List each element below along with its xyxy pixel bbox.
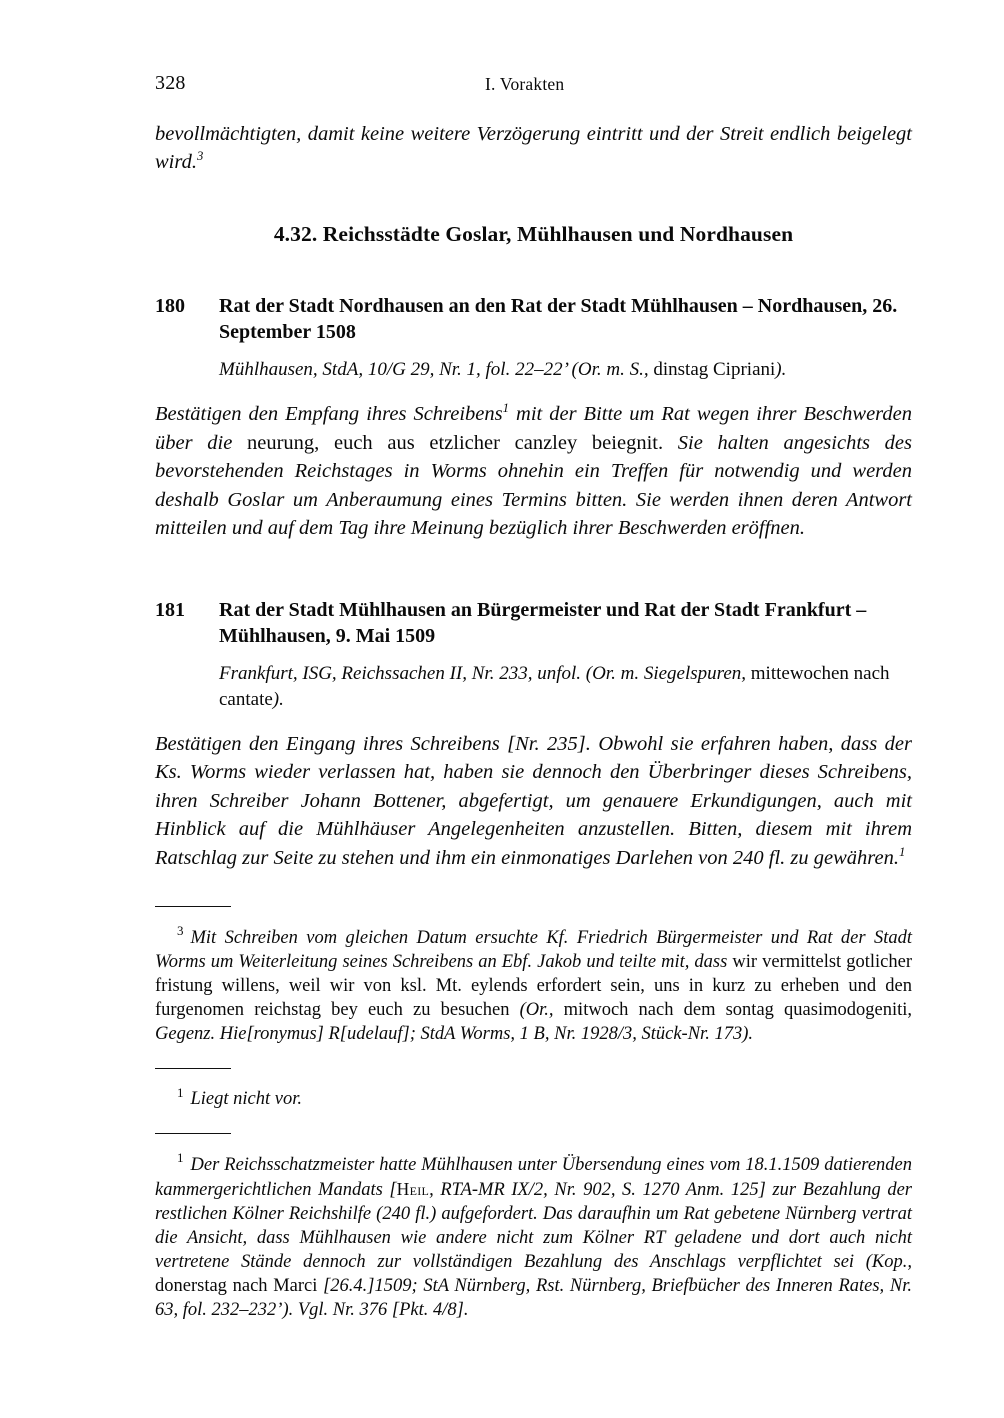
footnote-1-first — [155, 1068, 912, 1112]
entry-180-source-archive: Mühlhausen, StdA, 10/G 29, Nr. 1, fol. 22–22’ (Or. m. S., — [219, 359, 649, 380]
footnote-3 — [155, 906, 912, 1046]
footnote-1-second-marker: 1 — [177, 1150, 184, 1166]
footnote-1-second-quote: donerstag nach Marci — [155, 1275, 324, 1296]
footnote-area — [155, 906, 912, 1322]
entry-181-source-archive: Frankfurt, ISG, Reichssachen II, Nr. 233, unfol. (Or. m. Siegelspuren, — [219, 662, 747, 684]
footnote-rule — [155, 1068, 231, 1069]
continued-paragraph — [155, 120, 912, 176]
section-heading: 4.32. Reichsstädte Goslar, Mühlhausen und Nordhausen — [273, 222, 794, 246]
entry-180-title: Rat der Stadt Nordhausen an den Rat der Stadt Mühlhausen – Nordhausen, 26. September 1508 — [219, 295, 898, 343]
entry-180-source-close: ). — [775, 359, 787, 380]
footnote-1-first-text — [155, 1084, 912, 1111]
footnote-1-second-seg-2: , RTA-MR IX/2, Nr. 902, S. 1270 Anm. 125] zur Bezahlung der restlichen Kölner Reichshilfe (240 fl.) aufgefordert. Das daraufhin um Rat gebetene Nürnberg vertrat die Ansicht, dass Mühlhausen wie andere nicht zum Kölner RT geladene und dort auch nicht vertretene Stände dennoch zur vollständigen Bezahlung des Anschlags verpflichtet sei (Kop., — [155, 1179, 912, 1272]
footnote-1-second — [155, 1133, 912, 1322]
footnote-3-quote-2: mitwoch nach dem sontag quasimodogeniti, — [563, 999, 912, 1020]
footnote-3-marker: 3 — [177, 923, 184, 939]
document-page — [155, 0, 912, 1340]
entry-180-body-seg-3: Sie halten angesichts des bevorstehenden Reichstages in Worms ohnehin ein Treffen für notwendig und werden deshalb Goslar um Anberaumung eines Termins bitten. Sie werden ihnen deren Antwort mitteilen und auf dem Tag ihre Meinung bezüglich ihrer Beschwerden eröffnen. — [155, 431, 913, 539]
footnote-1-first-marker: 1 — [177, 1084, 184, 1100]
entry-180-body-footnote-ref: 1 — [502, 401, 509, 416]
footnote-3-seg-2: (Or., — [519, 999, 564, 1020]
entry-181-source-close: ). — [272, 688, 284, 710]
continued-paragraph-text: bevollmächtigten, damit keine weitere Verzögerung eintritt und der Streit endlich beigelegt wird. — [155, 123, 912, 173]
entry-180 — [155, 293, 912, 543]
footnote-1-second-seg-1: Der Reichsschatzmeister hatte Mühlhausen unter Übersendung eines vom 18.1.1509 datierenden kammergerichtlichen Mandats [ — [155, 1154, 912, 1200]
footnote-1-second-author: Heil — [396, 1178, 430, 1199]
footnote-1-second-seg-3: [26.4.]1509; StA Nürnberg, Rst. Nürnberg, Briefbücher des Inneren Rates, Nr. 63, fol. 232–232’). Vgl. Nr. 376 [Pkt. 4/8]. — [155, 1275, 912, 1320]
running-head — [155, 72, 912, 102]
entry-180-body-quote: neurung, euch aus etzlicher canzley beiegnit. — [247, 431, 664, 454]
entry-180-body-seg-2: mit der Bitte um Rat wegen ihrer Beschwerden über die — [155, 403, 912, 454]
footnote-3-seg-3: Gegenz. Hie[ronymus] R[udelauf]; StdA Worms, 1 B, Nr. 1928/3, Stück-Nr. 173). — [155, 1023, 753, 1044]
page-number: 328 — [155, 72, 186, 94]
entry-180-number: 180 — [155, 295, 185, 317]
entry-180-body — [155, 400, 912, 543]
entry-181-body-footnote-ref: 1 — [898, 844, 906, 859]
footnote-1-second-text — [155, 1150, 912, 1322]
running-title: I. Vorakten — [485, 74, 565, 94]
footnote-1-first-seg-1: Liegt nicht vor. — [190, 1089, 303, 1109]
entry-181-body-seg-1: Bestätigen den Eingang ihres Schreibens [Nr. 235]. Obwohl sie erfahren haben, dass der Ks. Worms wieder verlassen hat, haben sie dennoch den Überbringer dieses Schreibens, ihren Schreiber Johann Bottener, abgefertigt, um genauere Erkundigungen, auch mit Hinblick auf die Mühlhäuser Angelegenheiten anzustellen. Bitten, diesem mit ihrem Ratschlag zur Seite zu stehen und ihm ein einmonatiges Darlehen von 240 fl. zu gewähren. — [155, 732, 912, 869]
footnote-3-quote-1: wir vermittelst gotlicher fristung willens, weil wir von ksl. Mt. eylends erfordert sein, uns in kurz zu erheben und den furgenomen reichstag bey euch zu besuchen — [155, 951, 912, 1020]
entry-181-heading — [155, 597, 912, 649]
entry-181-source — [155, 661, 912, 713]
entry-180-source — [155, 357, 912, 383]
entry-180-heading — [155, 293, 912, 345]
footnote-3-text — [155, 923, 912, 1046]
entry-180-source-date: dinstag Cipriani — [648, 359, 776, 380]
entry-181-number: 181 — [155, 598, 185, 621]
footnote-rule — [155, 1133, 231, 1134]
entry-181-source-date: mittewochen nach cantate — [219, 662, 890, 710]
entry-181 — [155, 597, 912, 873]
footnote-reference: 3 — [196, 149, 204, 164]
entry-180-body-seg-1: Bestätigen den Empfang ihres Schreibens — [155, 403, 503, 425]
footnote-rule — [155, 906, 231, 907]
footnote-3-seg-1: Mit Schreiben vom gleichen Datum ersuchte Kf. Friedrich Bürgermeister und Rat der Stadt Worms um Weiterleitung seines Schreibens an Ebf. Jakob und teilte mit, dass — [155, 927, 912, 972]
entry-181-body — [155, 730, 912, 873]
entry-181-title: Rat der Stadt Mühlhausen an Bürgermeister und Rat der Stadt Frankfurt – Mühlhausen, 9. Mai 1509 — [219, 598, 867, 647]
